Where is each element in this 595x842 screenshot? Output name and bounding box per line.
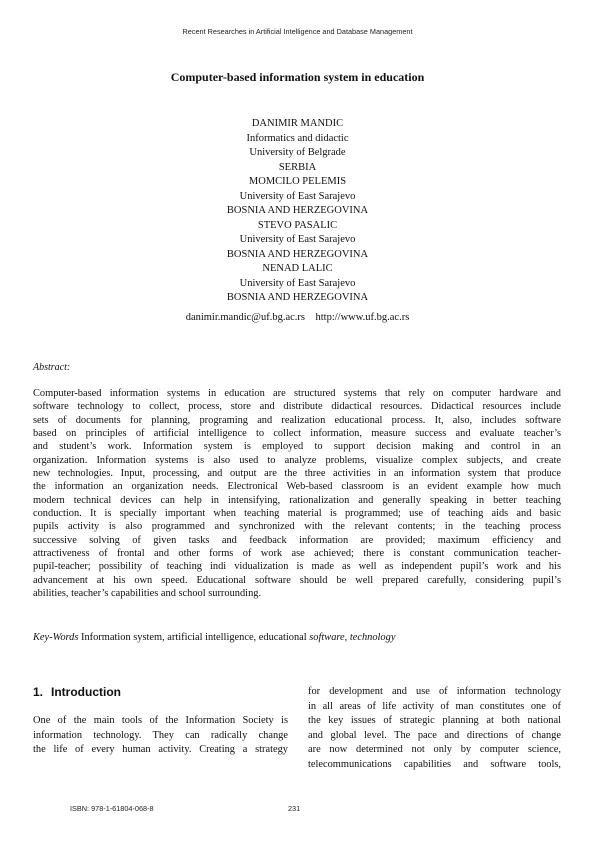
body-line: for development and use of information technology bbox=[308, 686, 561, 697]
abstract-line: pupils activity is also programmed and synchronized with the relevant contents; in the teaching process bbox=[33, 521, 561, 533]
author-line: Informatics and didactic bbox=[246, 132, 349, 144]
author-line: University of Belgrade bbox=[249, 147, 346, 158]
author-line: University of East Sarajevo bbox=[239, 190, 356, 202]
paper-title: Computer-based information system in education bbox=[170, 70, 425, 84]
abstract-line: software technology to collect, process, store and distribute didactical resources. Didactical resources include bbox=[33, 401, 561, 413]
author-line: BOSNIA AND HERZEGOVINA bbox=[226, 292, 369, 303]
abstract-line: attractiveness of frontal and other forms of work ase achieved; there is constant communication teacher- bbox=[33, 548, 561, 560]
keywords-line bbox=[33, 632, 561, 643]
abstract-line: new technologies. Input, processing, and output are the three activities in an information system that produce bbox=[33, 468, 561, 480]
abstract-line: Computer-based information systems in education are structured systems that rely on computer hardware and bbox=[33, 388, 561, 399]
left-column bbox=[33, 714, 288, 758]
abstract-line: conduction. It is specially important when teaching material is programmed; use of teaching aids and basic bbox=[33, 508, 561, 520]
abstract-line: the information an organization needs. Electronical Web-based classroom is an evident example how much bbox=[33, 481, 561, 493]
right-column bbox=[308, 685, 561, 773]
section-heading bbox=[33, 685, 121, 699]
abstract-line: successive solving of given tasks and feedback information are provided; maximum efficiency and bbox=[33, 534, 561, 546]
body-line: the key issues of strategic planning at both national bbox=[308, 715, 561, 727]
author-line: BOSNIA AND HERZEGOVINA bbox=[226, 205, 369, 216]
body-line: and global level. The pace and directions of change bbox=[308, 729, 561, 741]
website-link[interactable]: http://www.uf.bg.ac.rs bbox=[315, 312, 410, 323]
abstract-line: modern technical devices can help in intensifying, rationalization and generally speaking in better teaching bbox=[33, 494, 561, 506]
abstract-line: based on principles of artificial intelligence to collect information, measure success and evaluate teacher’s bbox=[33, 428, 561, 440]
keywords-text: Information system, artificial intelligence, educational bbox=[78, 632, 310, 643]
author-line: DANIMIR MANDIC bbox=[251, 118, 344, 129]
footer-isbn: ISBN: 978-1-61804-068-8 bbox=[70, 804, 154, 813]
page-number: 231 bbox=[288, 804, 301, 813]
abstract-line: abilities, teacher’s capabilities and school surrounding. bbox=[33, 588, 262, 600]
keywords-label: Key-Words bbox=[33, 632, 79, 643]
abstract-body bbox=[33, 387, 561, 601]
abstract-line: pupil-teacher; possibility of teaching indi vidualization is made as well as independent pupil’s work and his bbox=[33, 561, 561, 573]
section-number: 1. bbox=[33, 685, 44, 699]
author-line: MOMCILO PELEMIS bbox=[248, 176, 347, 187]
body-line: in all areas of life activity of man constitutes one of bbox=[308, 700, 561, 712]
author-line: University of East Sarajevo bbox=[239, 234, 356, 245]
author-line: NENAD LALIC bbox=[262, 263, 333, 274]
author-line: University of East Sarajevo bbox=[239, 277, 356, 289]
body-line: telecommunications capabilities and software tools, bbox=[308, 758, 561, 770]
abstract-line: organization. Information systems is also used to analyze problems, visualize complex subjects, and create bbox=[33, 454, 561, 466]
author-line: SERBIA bbox=[278, 161, 317, 173]
body-line: the life of every human activity. Creating a strategy bbox=[33, 744, 288, 756]
section-title: Introduction bbox=[51, 685, 121, 699]
author-block bbox=[0, 117, 595, 306]
body-line: information technology. They can radically change bbox=[33, 729, 288, 741]
email-link[interactable]: danimir.mandic@uf.bg.ac.rs bbox=[185, 312, 305, 323]
abstract-line: and student’s work. Information system is employed to support decision making and control in an bbox=[33, 441, 561, 453]
running-header: Recent Researches in Artificial Intelligence and Database Management bbox=[182, 27, 413, 36]
author-line: BOSNIA AND HERZEGOVINA bbox=[226, 248, 369, 260]
keywords-italic: software, technology bbox=[309, 632, 396, 643]
abstract-line: sets of documents for planning, programing and realization educational process. It, also, includes software bbox=[33, 414, 561, 426]
body-line: One of the main tools of the Information Society is bbox=[33, 715, 288, 726]
abstract-line: advancement at his own speed. Educational software should be well prepared carefully, considering pupil’s bbox=[33, 574, 561, 586]
contact-line bbox=[0, 312, 595, 323]
body-line: are now determined not only by computer science, bbox=[308, 744, 561, 756]
abstract-label: Abstract: bbox=[33, 362, 71, 373]
author-line: STEVO PASALIC bbox=[257, 219, 338, 231]
